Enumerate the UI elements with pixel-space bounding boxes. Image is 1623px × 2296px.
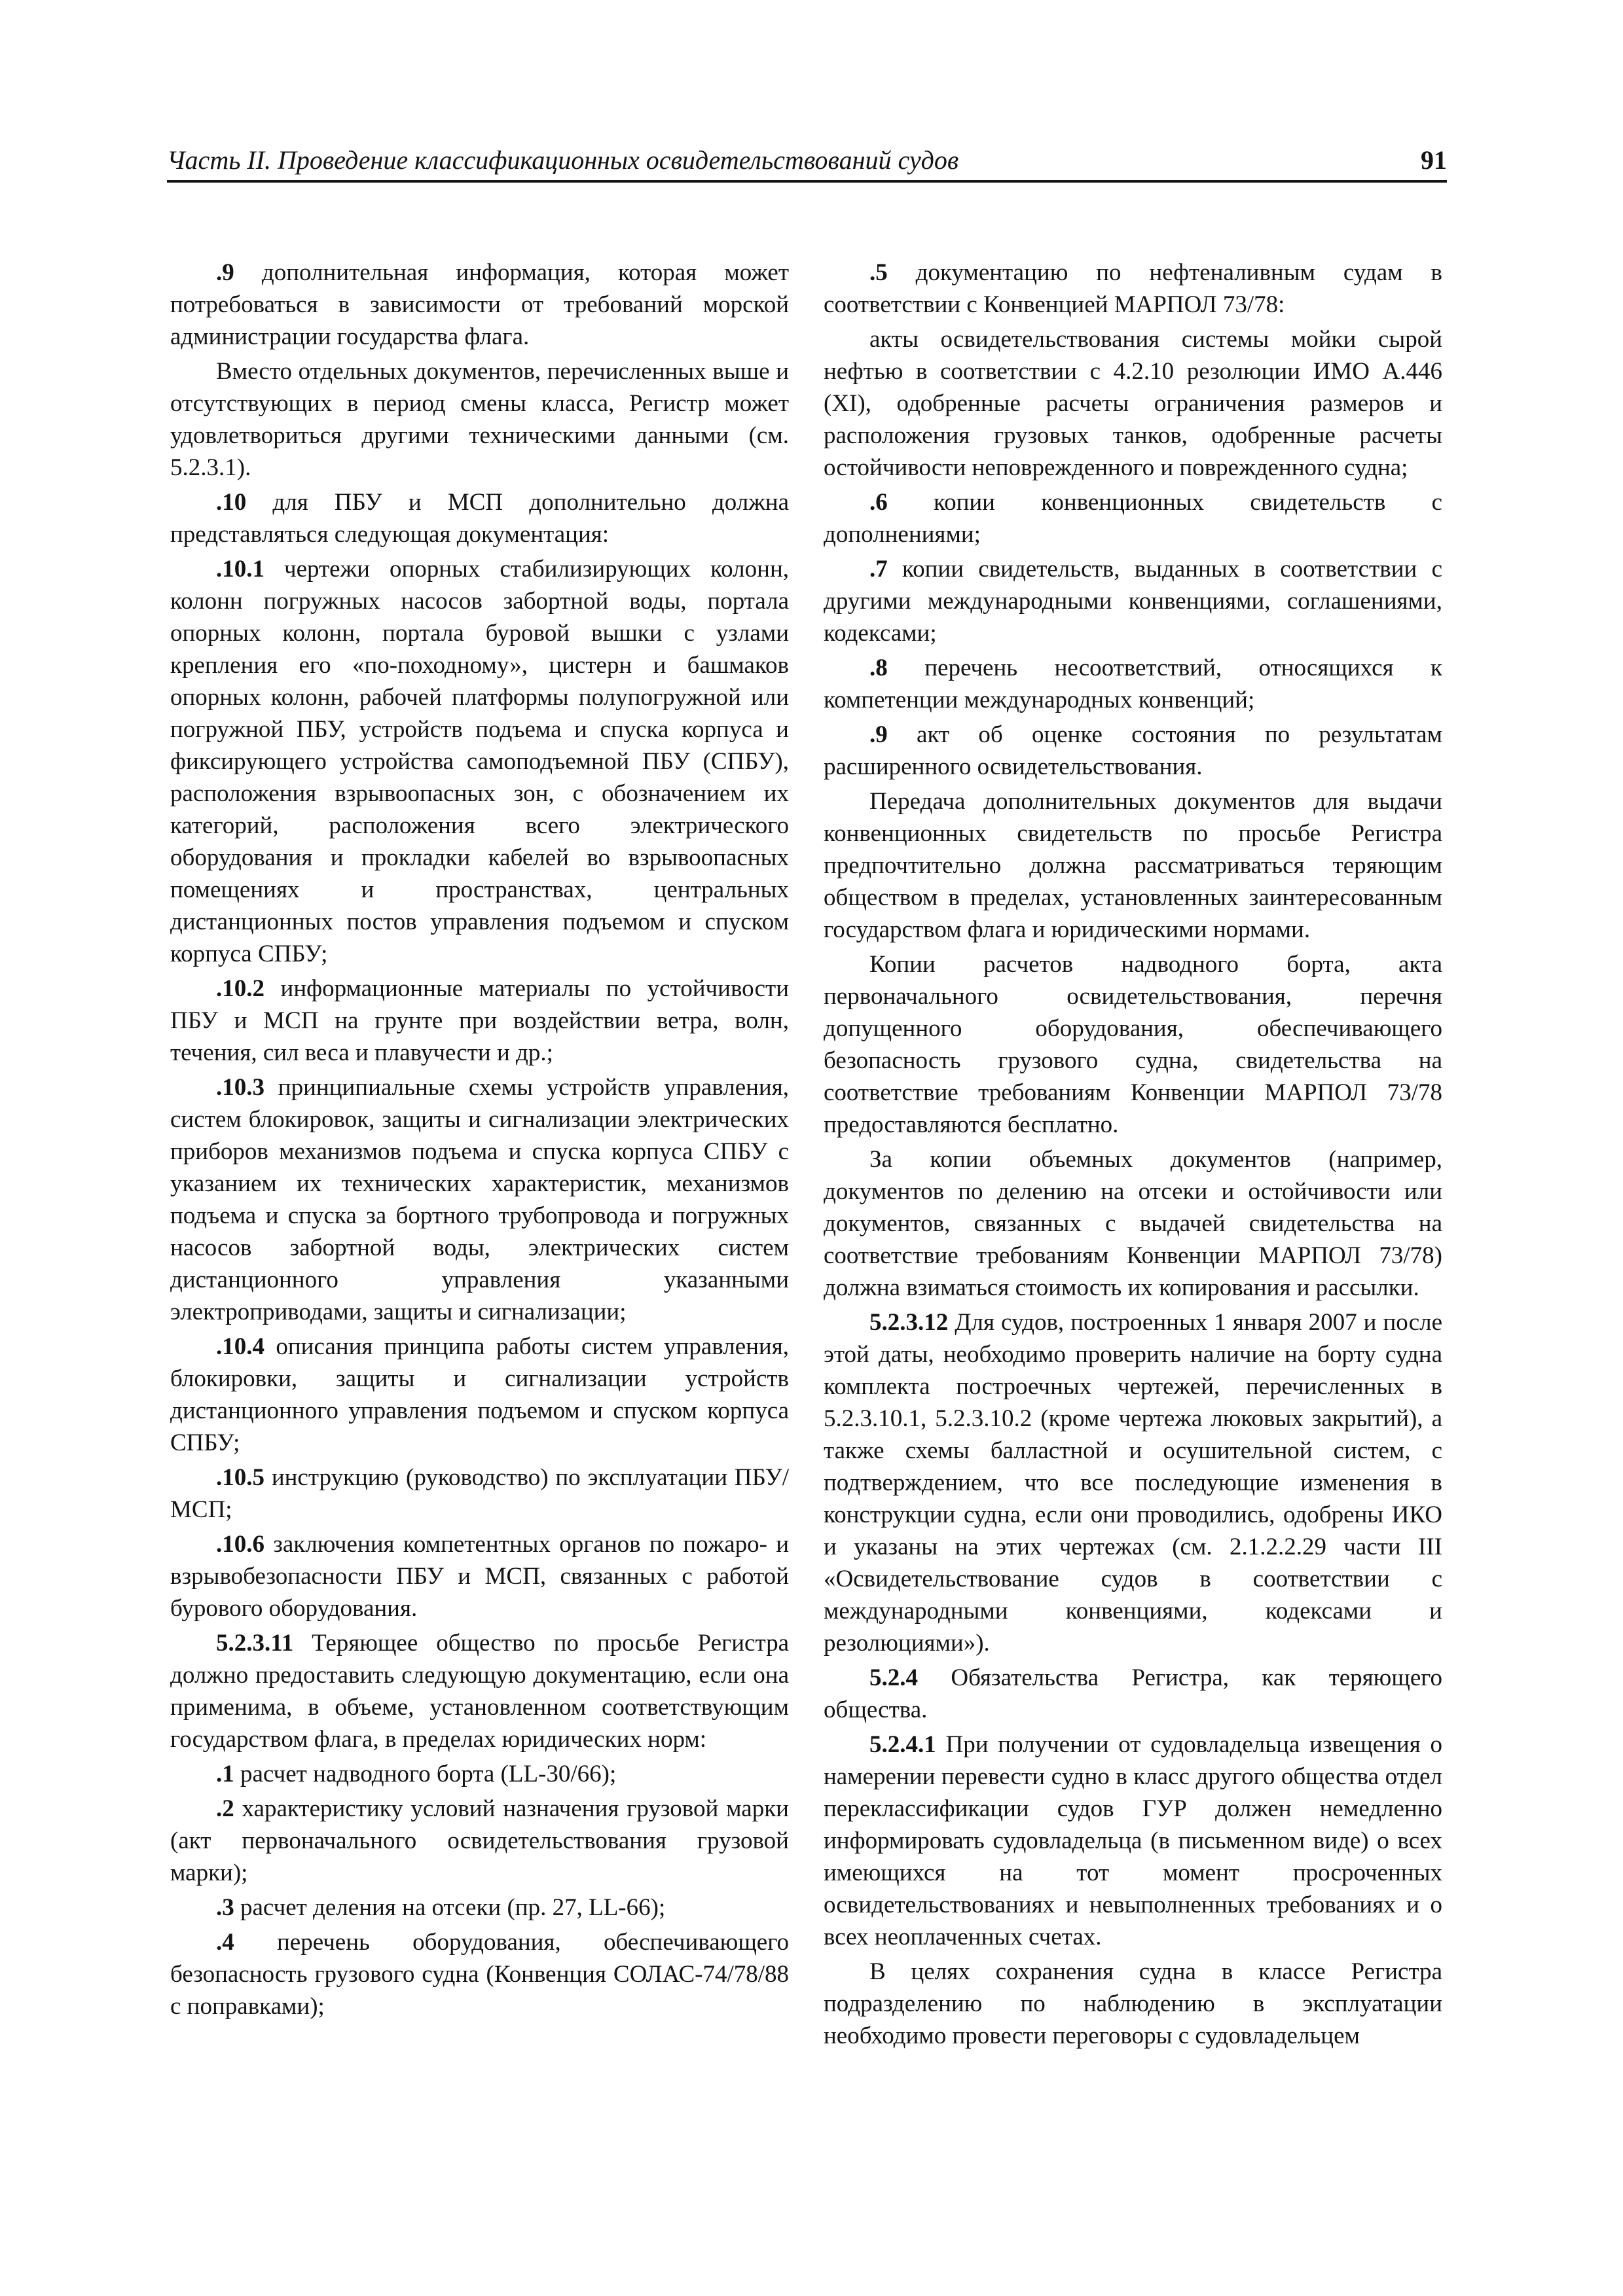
paragraph-text: расчет деления на отсеки (пр. 27, LL-66); xyxy=(234,1894,666,1921)
paragraph xyxy=(170,973,789,1069)
paragraph-text: Копии расчетов надводного борта, акта первоначального освидетельствования, перечня допущенного оборудования, обеспечивающего безопасность грузового судна, свидетельства на соответствие требованиям Конвенции МАРПОЛ 73/78 предоставляются бесплатно. xyxy=(824,951,1442,1138)
paragraph xyxy=(824,1956,1442,2052)
paragraph xyxy=(824,1729,1442,1953)
item-number: .9 xyxy=(869,721,888,748)
item-number: .3 xyxy=(216,1894,234,1921)
paragraph-text: Теряющее общество по просьбе Регистра должно предоставить следующую документацию, если она применима, в объеме, установленном соответствующим государством флага, в пределах юридических норм: xyxy=(170,1630,789,1753)
paragraph xyxy=(824,486,1442,550)
item-number: .6 xyxy=(869,489,888,516)
paragraph-text: акт об оценке состояния по результатам расширенного освидетельствования. xyxy=(824,721,1442,780)
paragraph xyxy=(170,1331,789,1459)
item-number: .10.1 xyxy=(216,556,264,583)
paragraph-text: Обязательства Регистра, как теряющего общества. xyxy=(824,1664,1442,1723)
paragraph-text: расчет надводного борта (LL-30/66); xyxy=(234,1761,617,1787)
paragraph xyxy=(170,1627,789,1755)
item-number: .9 xyxy=(216,259,234,286)
paragraph-text: акты освидетельствования системы мойки сырой нефтью в соответствии с 4.2.10 резолюции ИМО А.446 (XI), одобренные расчеты ограничения размеров и расположения грузовых танков, одобренные расчеты остойчивости неповрежденного и поврежденного судна; xyxy=(824,326,1442,481)
paragraph-text: документацию по нефтеналивным судам в соответствии с Конвенцией МАРПОЛ 73/78: xyxy=(824,259,1442,318)
paragraph xyxy=(170,355,789,484)
paragraph xyxy=(824,948,1442,1141)
header-title: Часть II. Проведение классификационных освидетельствований судов xyxy=(167,145,959,175)
paragraph xyxy=(824,1143,1442,1304)
paragraph-text: За копии объемных документов (например, документов по делению на отсеки и остойчивости или документов, связанных с выдачей свидетельства на соответствие требованиям Конвенции МАРПОЛ 73/78) должна взиматься стоимость их копирования и рассылки. xyxy=(824,1146,1442,1301)
paragraph xyxy=(824,785,1442,946)
item-number: .8 xyxy=(869,655,888,681)
item-number: .5 xyxy=(869,259,888,286)
item-number: .10.2 xyxy=(216,975,264,1002)
paragraph-text: информационные материалы по устойчивости ПБУ и МСП на грунте при воздействии ветра, волн, течения, сил веса и плавучести и др.; xyxy=(170,975,789,1066)
paragraph xyxy=(170,1892,789,1924)
paragraph xyxy=(170,1793,789,1889)
item-number: 5.2.4 xyxy=(869,1664,918,1691)
running-header xyxy=(167,141,1447,183)
paragraph-text: перечень несоответствий, относящихся к компетенции международных конвенций; xyxy=(824,655,1442,713)
paragraph-text: При получении от судовладельца извещения о намерении перевести судно в класс другого общества отдел переклассификации судов ГУР должен немедленно информировать судовладельца (в письменном виде) о всех имеющихся на тот момент просроченных освидетельствованиях и невыполненных требованиях и о всех неоплаченных счетах. xyxy=(824,1731,1442,1950)
paragraph xyxy=(824,1662,1442,1726)
item-number: .10.3 xyxy=(216,1074,264,1101)
item-number: .4 xyxy=(216,1929,234,1956)
left-column xyxy=(170,257,789,2025)
paragraph-text: инструкцию (руководство) по эксплуатации ПБУ/МСП; xyxy=(170,1464,789,1523)
paragraph-text: описания принципа работы систем управления, блокировки, защиты и сигнализации устройств дистанционного управления подъемом и спуском корпуса СПБУ; xyxy=(170,1333,789,1456)
paragraph-text: перечень оборудования, обеспечивающего безопасность грузового судна (Конвенция СОЛАС-74/78/88 с поправками); xyxy=(170,1929,789,2020)
paragraph xyxy=(170,1758,789,1790)
paragraph xyxy=(170,1528,789,1624)
paragraph-text: дополнительная информация, которая может потребоваться в зависимости от требований морской администрации государства флага. xyxy=(170,259,789,350)
paragraph-text: заключения компетентных органов по пожаро- и взрывобезопасности ПБУ и МСП, связанных с работой бурового оборудования. xyxy=(170,1531,789,1622)
paragraph-text: Передача дополнительных документов для выдачи конвенционных свидетельств по просьбе Регистра предпочтительно должна рассматриваться теряющим обществом в пределах, установленных заинтересованным государством флага и юридическими нормами. xyxy=(824,788,1442,943)
item-number: .2 xyxy=(216,1795,234,1822)
item-number: .10.4 xyxy=(216,1333,264,1360)
paragraph-text: В целях сохранения судна в классе Регистра подразделению по наблюдению в эксплуатации необходимо провести переговоры с судовладельцем xyxy=(824,1958,1442,2049)
paragraph xyxy=(824,323,1442,484)
right-column xyxy=(824,257,1442,2054)
paragraph-text: копии конвенционных свидетельств с дополнениями; xyxy=(824,489,1442,548)
item-number: 5.2.3.12 xyxy=(869,1309,949,1336)
paragraph xyxy=(170,553,789,970)
paragraph xyxy=(170,1926,789,2022)
paragraph-text: копии свидетельств, выданных в соответствии с другими международными конвенциями, соглашениями, кодексами; xyxy=(824,556,1442,647)
item-number: 5.2.3.11 xyxy=(216,1630,294,1657)
paragraph xyxy=(824,652,1442,716)
paragraph xyxy=(170,1071,789,1328)
page-number: 91 xyxy=(1421,145,1447,175)
paragraph xyxy=(170,486,789,550)
paragraph-text: характеристику условий назначения грузовой марки (акт первоначального освидетельствования грузовой марки); xyxy=(170,1795,789,1886)
item-number: .10 xyxy=(216,489,247,516)
item-number: 5.2.4.1 xyxy=(869,1731,936,1758)
paragraph-text: чертежи опорных стабилизирующих колонн, колонн погружных насосов забортной воды, портала опорных колонн, портала буровой вышки с узлами крепления его «по-походному», цистерн и башмаков опорных колонн, рабочей платформы полупогружной или погружной ПБУ, устройств подъема и спуска корпуса и фиксирующего устройства самоподъемной ПБУ (СПБУ), расположения взрывоопасных зон, с обозначением их категорий, расположения всего электрического оборудования и прокладки кабелей во взрывоопасных помещениях и пространствах, центральных дистанционных постов управления подъемом и спуском корпуса СПБУ; xyxy=(170,556,789,967)
paragraph-text: для ПБУ и МСП дополнительно должна представляться следующая документация: xyxy=(170,489,789,548)
item-number: .10.5 xyxy=(216,1464,264,1491)
paragraph xyxy=(170,1462,789,1526)
item-number: .7 xyxy=(869,556,888,583)
paragraph xyxy=(824,257,1442,321)
paragraph xyxy=(824,1306,1442,1659)
item-number: .10.6 xyxy=(216,1531,264,1558)
paragraph xyxy=(824,719,1442,783)
item-number: .1 xyxy=(216,1761,234,1787)
paragraph-text: Для судов, построенных 1 января 2007 и после этой даты, необходимо проверить наличие на борту судна комплекта построечных чертежей, перечисленных в 5.2.3.10.1, 5.2.3.10.2 (кроме чертежа люковых закрытий), а также схемы балластной и осушительной систем, с подтверждением, что все последующие изменения в конструкции судна, если они проводились, одобрены ИКО и указаны на этих чертежах (см. 2.1.2.2.29 части III «Освидетельствование судов в соответствии с международными конвенциями, кодексами и резолюциями»). xyxy=(824,1309,1442,1657)
paragraph xyxy=(170,257,789,353)
paragraph xyxy=(824,553,1442,649)
paragraph-text: Вместо отдельных документов, перечисленных выше и отсутствующих в период смены класса, Регистр может удовлетвориться другими техническими данными (см. 5.2.3.1). xyxy=(170,358,789,481)
paragraph-text: принципиальные схемы устройств управления, систем блокировок, защиты и сигнализации электрических приборов механизмов подъема и спуска корпуса СПБУ с указанием их технических характеристик, механизмов подъема и спуска за бортного трубопровода и погружных насосов забортной воды, электрических систем дистанционного управления указанными электроприводами, защиты и сигнализации; xyxy=(170,1074,789,1325)
